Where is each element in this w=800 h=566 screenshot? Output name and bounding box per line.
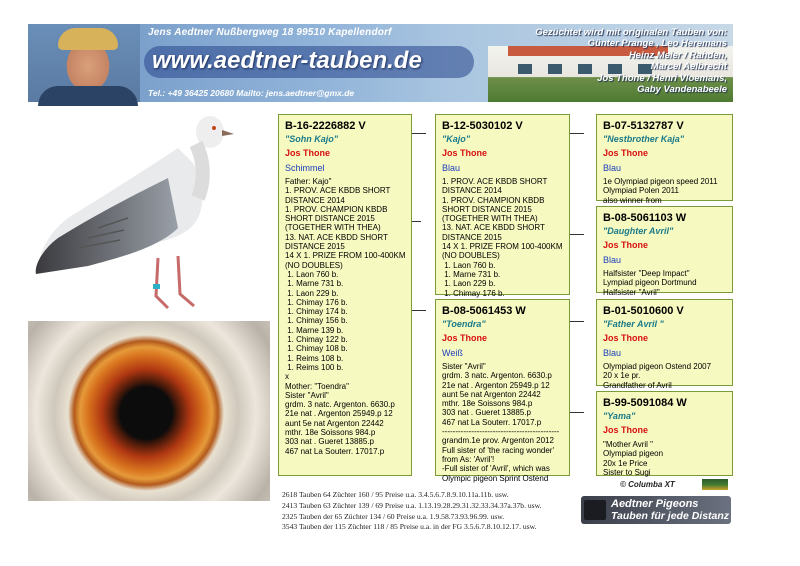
achievement-line: Sister "Avril" [285, 390, 329, 400]
achievement-line: mthr. 18e Soissons 984.p [442, 399, 533, 409]
achievement-line: Mother: "Toendra" [285, 381, 349, 391]
connector-subject [411, 133, 426, 311]
achievement-line: 1. Marne 731 b. [285, 279, 344, 289]
columba-credit: © Columba XT [620, 480, 675, 489]
result-line: 3543 Tauben der 115 Züchter 118 / 85 Preise u.a. in der FG 3.5.6.7.8.10.12.17. usw. [282, 522, 537, 532]
achievement-line: SHORT DISTANCE 2015 [285, 214, 375, 224]
pigeon-color: Blau [603, 163, 622, 173]
achievement-line: aunt 5e nat Argenton 22442 [285, 418, 384, 428]
banner-bred-with: Gezüchtet wird mit originalen Tauben von: Günter Prange , Leo Heremans Heinz Meier / Rahden, Marcel Aelbrecht Jos Thone / Henri Vloemans, Gaby Vandenabeele [535, 27, 727, 96]
ring-number: B-07-5132787 V [603, 120, 684, 132]
nickname: "Yama" [603, 411, 636, 421]
achievement-line: 1. Chimay 156 b. [285, 316, 348, 326]
achievement-line: Full sister of 'the racing wonder' [442, 445, 554, 455]
achievement-line: Father: Kajo" [285, 177, 332, 186]
achievement-line: 467 nat La Souterr. 17017.p [285, 446, 385, 456]
breeder-name: Jos Thone [442, 333, 488, 343]
achievement-line: Grandfather of Avril [603, 380, 672, 390]
achievement-line: Sister to Sugi [603, 467, 651, 477]
nickname: "Sohn Kajo" [285, 134, 339, 144]
pedigree-card-maternal-grandfather [596, 299, 733, 390]
achievement-line: also winner from [603, 195, 662, 205]
nickname: "Nestbrother Kaja" [603, 134, 685, 144]
achievement-line: grdm. 3 natc. Argenton. 6630.p [442, 371, 552, 381]
result-line: 2413 Tauben 63 Züchter 139 / 69 Preise u.a. 1.13.19.28.29.31.32.33.34.37a.37b. usw. [282, 500, 542, 510]
breeder-photo [28, 24, 140, 102]
pigeon-color: Blau [603, 255, 622, 265]
aedtner-pigeons-logo: Aedtner Pigeons Tauben für jede Distanz [581, 496, 731, 524]
pigeon-color: Schimmel [285, 163, 325, 173]
nickname: "Father Avril " [603, 319, 664, 329]
pedigree-card-maternal-grandmother [596, 391, 733, 476]
achievement-line: Olympiad pigeon [603, 449, 664, 459]
pedigree-card-subject [278, 114, 412, 476]
breeder-name: Jos Thone [603, 333, 649, 343]
achievement-line: DISTANCE 2014 [285, 195, 345, 205]
achievement-line: -Full sister of 'Avril', which was [442, 464, 550, 474]
truck-icon [584, 500, 606, 520]
pedigree-card-paternal-grandfather [596, 114, 733, 205]
achievement-line: Olympic pigeon Sprint Ostend [442, 473, 549, 483]
achievement-line: 1. Chimay 174 b. [285, 307, 348, 317]
achievements [442, 177, 563, 298]
achievement-line: 1. Chimay 122 b. [285, 335, 348, 345]
ring-number: B-99-5091084 W [603, 397, 687, 409]
achievements [285, 177, 405, 456]
breeder-name: Jos Thone [442, 148, 488, 158]
achievement-line: 303 nat . Gueret 13885.p [285, 437, 374, 447]
achievement-line: 1. Chimay 176 b. [442, 288, 505, 298]
ring-number: B-01-5010600 V [603, 305, 684, 317]
achievement-line: DISTANCE 2015 [442, 232, 502, 242]
achievement-line: 1. Chimay 176 b. [285, 297, 348, 307]
header-banner [28, 24, 733, 102]
achievement-line: 1e Olympiad pigeon speed 2011 [603, 177, 718, 186]
achievement-line: x [285, 372, 289, 382]
breeder-name: Jos Thone [603, 240, 649, 250]
achievement-line: 1. Laon 229 b. [442, 279, 496, 289]
breeder-name: Jos Thone [285, 148, 331, 158]
achievement-line: 1. Reims 100 b. [285, 362, 344, 372]
achievement-line: 1. Laon 760 b. [285, 269, 339, 279]
achievement-line: 1. Laon 229 b. [285, 288, 339, 298]
connector-mother [569, 321, 584, 413]
breeder-name: Jos Thone [603, 148, 649, 158]
pigeon-photo [28, 108, 270, 318]
achievement-line: 14 X 1. PRIZE FROM 100-400KM [285, 251, 406, 261]
achievement-line: 467 nat La Souterr. 17017.p [442, 417, 542, 427]
pigeon-eye-photo [28, 321, 270, 501]
result-line: 2618 Tauben 64 Züchter 160 / 95 Preise u.a. 3.4.5.6.7.8.9.10.11a.11b. usw. [282, 490, 509, 499]
achievement-line: 1. PROV. CHAMPION KBDB [285, 204, 388, 214]
achievement-line: Lympiad pigeon Dortmund [603, 278, 697, 288]
achievement-line: aunt 5e nat Argenton 22442 [442, 389, 541, 399]
achievement-line: DISTANCE 2015 [285, 242, 345, 252]
pedigree-card-paternal-grandmother [596, 206, 733, 297]
achievement-line: (TOGETHER WITH THEA) [442, 214, 538, 224]
achievement-line: DISTANCE 2014 [442, 186, 502, 196]
result-line: 2325 Tauben der 65 Züchter 134 / 60 Preise u.a. 1.9.58.73.93.96.99. usw. [282, 511, 505, 521]
achievement-line: mthr. 18e Soissons 984.p [285, 428, 376, 438]
banner-contact: Tel.: +49 36425 20680 Mailto: jens.aedtner@gmx.de [148, 88, 355, 98]
banner-address: Jens Aedtner Nußbergweg 18 99510 Kapellendorf [148, 27, 392, 38]
achievement-line: 1. PROV. ACE KBDB SHORT [442, 177, 548, 186]
achievement-line: (NO DOUBLES) [442, 251, 500, 261]
achievement-line: 1. Marne 731 b. [442, 269, 501, 279]
achievement-line: (NO DOUBLES) [285, 260, 343, 270]
achievement-line: 21e nat . Argenton 25949.p 12 [442, 380, 550, 390]
achievement-line: 20x 1e Price [603, 458, 648, 468]
achievement-line: 1. Marne 139 b. [285, 325, 344, 335]
connector-father [569, 133, 584, 235]
pigeon-color: Blau [603, 348, 622, 358]
achievement-line: 1. Reims 108 b. [285, 353, 344, 363]
pigeon-color: Weiß [442, 348, 463, 358]
achievement-line: grdm. 3 natc. Argenton. 6630.p [285, 400, 395, 410]
achievement-line: 13. NAT. ACE KBDD SHORT [442, 223, 545, 233]
pigeon-color: Blau [442, 163, 461, 173]
achievement-line: Olympiad Polen 2011 [603, 186, 679, 196]
flag-icon [702, 479, 728, 490]
pedigree-card-mother [435, 299, 570, 483]
achievement-line: 14 X 1. PRIZE FROM 100-400KM [442, 242, 563, 252]
connector-subject-mid [411, 221, 421, 222]
results-footer [282, 490, 542, 533]
nickname: "Daughter Avril" [603, 226, 674, 236]
achievement-line: from As: 'Avril'! [442, 454, 495, 464]
achievement-line: Sister "Avril" [442, 362, 486, 371]
achievement-line: (TOGETHER WITH THEA) [285, 223, 381, 233]
breeder-name: Jos Thone [603, 425, 649, 435]
ring-number: B-16-2226882 V [285, 120, 366, 132]
achievement-line: SHORT DISTANCE 2015 [442, 204, 532, 214]
website-link[interactable]: www.aedtner-tauben.de [144, 46, 474, 78]
achievement-line: 1. Laon 760 b. [442, 260, 496, 270]
achievement-line: 1. PROV. CHAMPION KBDB [442, 195, 545, 205]
pedigree-card-father [435, 114, 570, 298]
ring-number: B-08-5061103 W [603, 212, 687, 224]
achievement-line: -------------------------------------------- [442, 427, 560, 437]
achievement-line: Olympiad pigeon Ostend 2007 [603, 362, 712, 371]
achievement-line: 1. Chimay 108 b. [285, 344, 348, 354]
achievement-line: 21e nat . Argenton 25949.p 12 [285, 409, 393, 419]
achievement-line: 13. NAT. ACE KBDD SHORT [285, 232, 388, 242]
achievement-line: Halfsister "Avril" [603, 287, 660, 297]
achievement-line: 20 x 1e pr. [603, 371, 641, 381]
achievement-line: Halfsister "Deep Impact" [603, 269, 690, 278]
achievements [442, 362, 563, 483]
achievement-line: 1. PROV. ACE KBDB SHORT [285, 186, 391, 196]
achievement-line: 303 nat . Gueret 13885.p [442, 408, 531, 418]
ring-number: B-12-5030102 V [442, 120, 523, 132]
nickname: "Kajo" [442, 134, 471, 144]
achievement-line: grandm.1e prov. Argenton 2012 [442, 436, 554, 446]
nickname: "Toendra" [442, 319, 486, 329]
achievement-line: "Mother Avril " [603, 440, 653, 449]
ring-number: B-08-5061453 W [442, 305, 526, 317]
